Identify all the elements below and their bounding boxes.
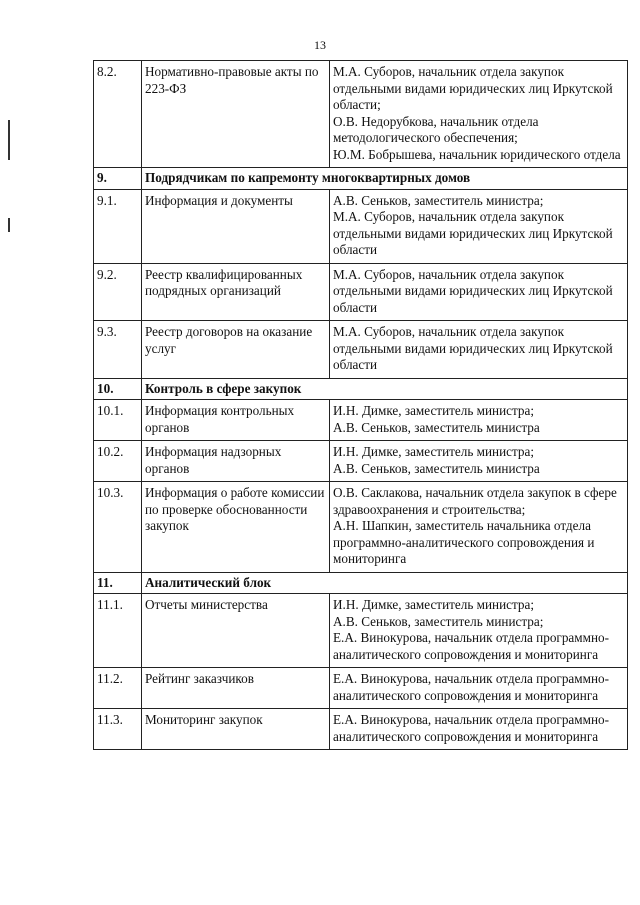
item-number: 10.2. bbox=[94, 441, 142, 482]
responsible-person: А.В. Сеньков, заместитель министра bbox=[333, 419, 540, 435]
table-row bbox=[94, 189, 628, 263]
responsible-person: А.В. Сеньков, заместитель министра; bbox=[333, 613, 544, 629]
item-topic: Информация контрольных органов bbox=[142, 400, 330, 441]
responsible-person: Е.А. Винокурова, начальник отдела программно-аналитического сопровождения и мониторинга bbox=[333, 712, 610, 744]
section-header-row bbox=[94, 378, 628, 400]
responsible-person: Е.А. Винокурова, начальник отдела программно-аналитического сопровождения и мониторинга bbox=[333, 671, 610, 703]
responsible-person: М.А. Суборов, начальник отдела закупок отдельными видами юридических лиц Иркутской области bbox=[333, 266, 613, 315]
responsible-person: Ю.М. Бобрышева, начальник юридического отдела bbox=[333, 146, 621, 162]
responsible-person: О.В. Саклакова, начальник отдела закупок в сфере здравоохранения и строительства; bbox=[333, 485, 617, 517]
section-number: 11. bbox=[94, 572, 142, 594]
item-topic: Рейтинг заказчиков bbox=[142, 668, 330, 709]
responsible-person: А.В. Сеньков, заместитель министра bbox=[333, 460, 540, 476]
page-number: 13 bbox=[314, 38, 326, 52]
item-number: 9.3. bbox=[94, 321, 142, 379]
item-number: 11.1. bbox=[94, 594, 142, 668]
responsibility-table bbox=[93, 60, 628, 750]
responsible-persons bbox=[330, 709, 628, 750]
responsible-person: М.А. Суборов, начальник отдела закупок отдельными видами юридических лиц Иркутской области bbox=[333, 209, 613, 257]
item-topic: Информация о работе комиссии по проверке обоснованности закупок bbox=[142, 482, 330, 573]
responsible-persons bbox=[330, 263, 628, 321]
item-topic: Реестр договоров на оказание услуг bbox=[142, 321, 330, 379]
responsible-person: И.Н. Димке, заместитель министра; bbox=[333, 403, 535, 418]
table-row bbox=[94, 482, 628, 573]
item-topic: Информация надзорных органов bbox=[142, 441, 330, 482]
responsible-persons bbox=[330, 594, 628, 668]
responsible-person: Е.А. Винокурова, начальник отдела программно-аналитического сопровождения и мониторинга bbox=[333, 630, 610, 662]
responsible-person: А.В. Сеньков, заместитель министра; bbox=[333, 192, 544, 208]
responsible-persons bbox=[330, 668, 628, 709]
table-row bbox=[94, 709, 628, 750]
item-number: 9.2. bbox=[94, 263, 142, 321]
responsible-persons bbox=[330, 400, 628, 441]
table-body bbox=[94, 61, 628, 750]
section-header-row bbox=[94, 572, 628, 594]
section-title: Аналитический блок bbox=[142, 572, 628, 594]
item-number: 8.2. bbox=[94, 61, 142, 168]
item-topic: Мониторинг закупок bbox=[142, 709, 330, 750]
scan-margin-mark bbox=[8, 120, 10, 160]
item-number: 9.1. bbox=[94, 189, 142, 263]
section-number: 9. bbox=[94, 168, 142, 190]
table-row bbox=[94, 594, 628, 668]
responsible-person: А.Н. Шапкин, заместитель начальника отдела программно-аналитического сопровождения и мониторинга bbox=[333, 518, 595, 566]
responsible-persons bbox=[330, 441, 628, 482]
section-header-row bbox=[94, 168, 628, 190]
table-row bbox=[94, 61, 628, 168]
table-row bbox=[94, 321, 628, 379]
table-row bbox=[94, 441, 628, 482]
section-title: Контроль в сфере закупок bbox=[142, 378, 628, 400]
section-number: 10. bbox=[94, 378, 142, 400]
item-number: 10.1. bbox=[94, 400, 142, 441]
responsible-person: М.А. Суборов, начальник отдела закупок отдельными видами юридических лиц Иркутской области; bbox=[333, 64, 613, 112]
responsible-persons bbox=[330, 482, 628, 573]
item-topic: Отчеты министерства bbox=[142, 594, 330, 668]
responsible-person: О.В. Недорубкова, начальник отдела методологического обеспечения; bbox=[333, 113, 539, 145]
table-row bbox=[94, 263, 628, 321]
responsible-person: И.Н. Димке, заместитель министра; bbox=[333, 597, 535, 612]
item-number: 11.2. bbox=[94, 668, 142, 709]
scan-margin-mark bbox=[8, 218, 10, 232]
responsible-persons bbox=[330, 61, 628, 168]
item-topic: Нормативно-правовые акты по 223-ФЗ bbox=[142, 61, 330, 168]
responsible-persons bbox=[330, 321, 628, 379]
item-topic: Реестр квалифицированных подрядных организаций bbox=[142, 263, 330, 321]
table-row bbox=[94, 400, 628, 441]
item-number: 10.3. bbox=[94, 482, 142, 573]
responsible-person: М.А. Суборов, начальник отдела закупок отдельными видами юридических лиц Иркутской области bbox=[333, 324, 613, 372]
item-topic: Информация и документы bbox=[142, 189, 330, 263]
item-number: 11.3. bbox=[94, 709, 142, 750]
responsible-persons bbox=[330, 189, 628, 263]
section-title: Подрядчикам по капремонту многоквартирных домов bbox=[142, 168, 628, 190]
table-row bbox=[94, 668, 628, 709]
responsible-person: И.Н. Димке, заместитель министра; bbox=[333, 444, 535, 459]
